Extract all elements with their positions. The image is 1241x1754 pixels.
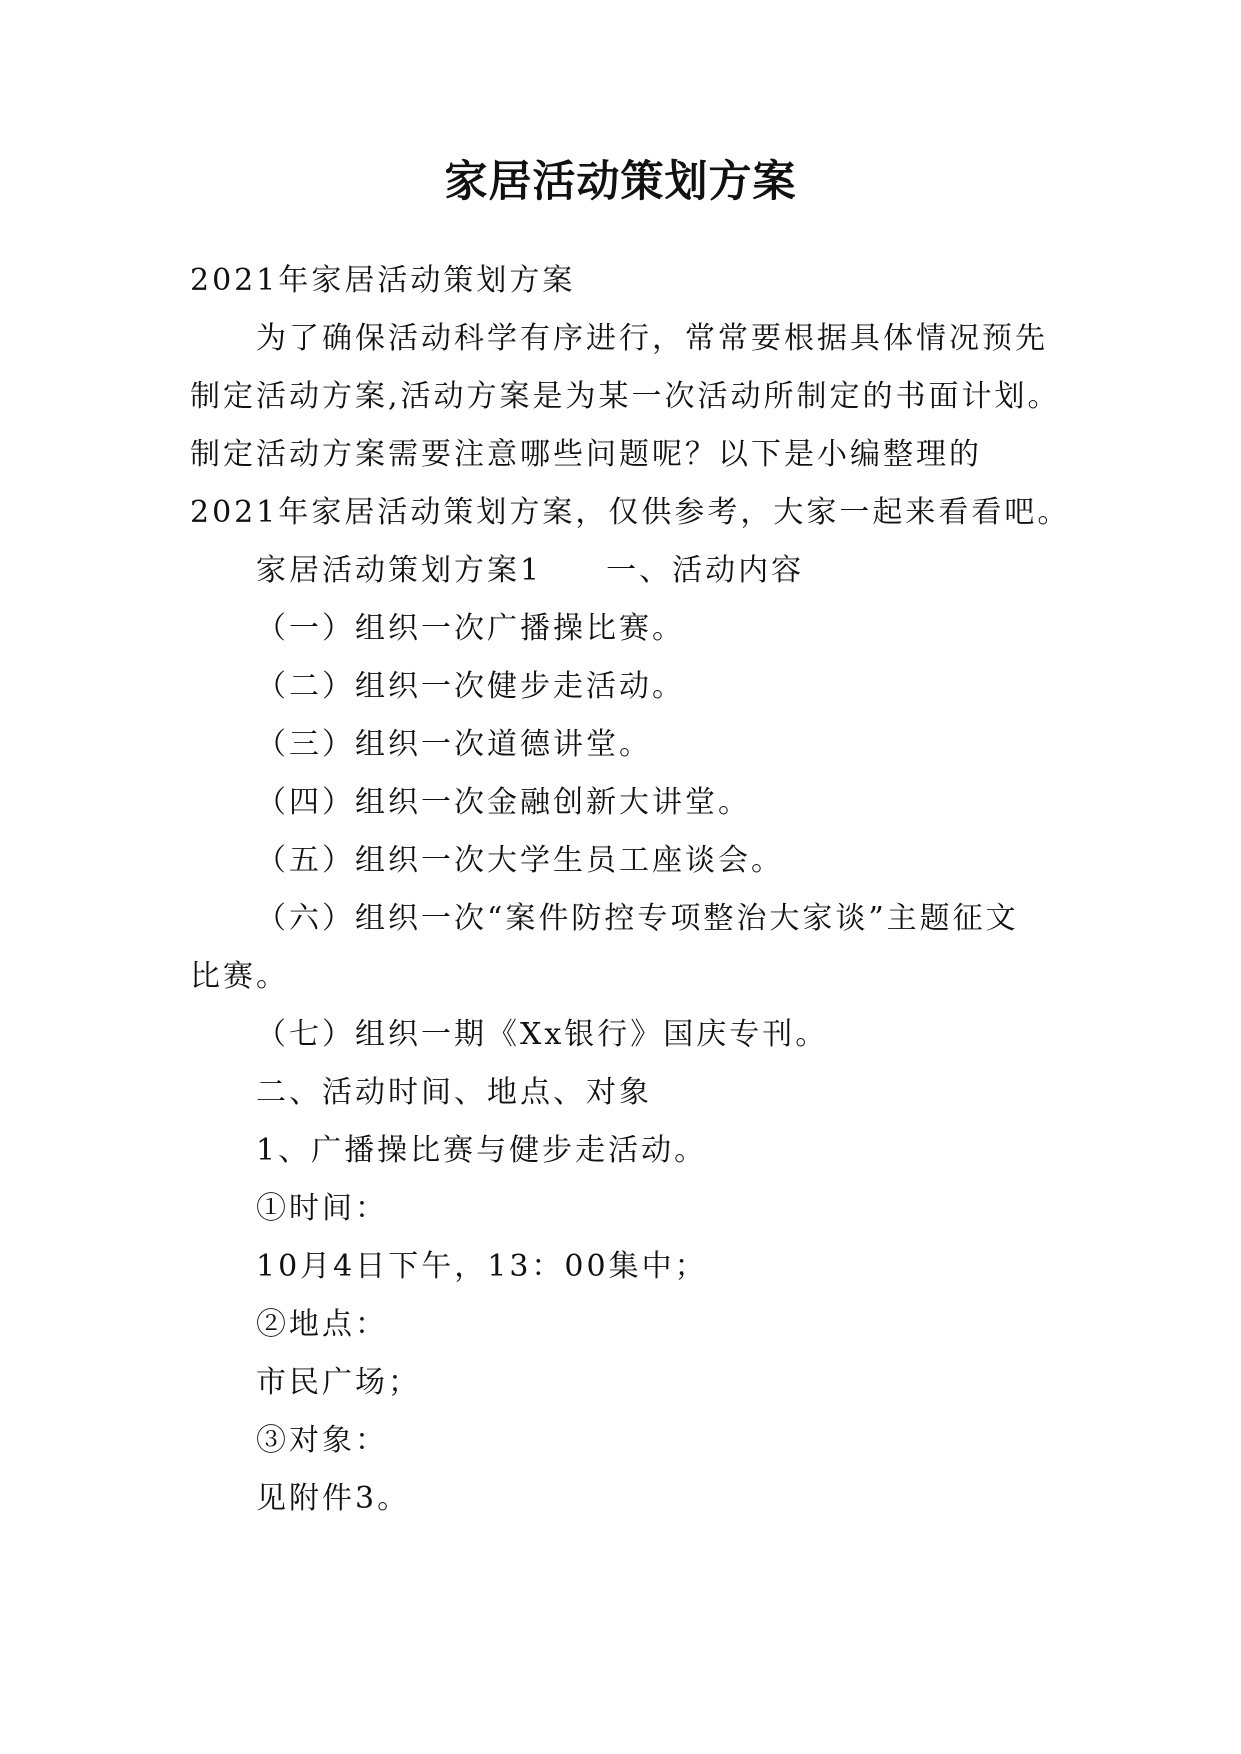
content-item-5: （五）组织一次大学生员工座谈会。 bbox=[256, 843, 784, 878]
document-title: 家居活动策划方案 bbox=[444, 157, 797, 207]
intro-line-4: 2021年家居活动策划方案，仅供参考，大家一起来看看吧。 bbox=[190, 495, 1071, 530]
document-subtitle: 2021年家居活动策划方案 bbox=[190, 263, 576, 298]
content-item-3: （三）组织一次道德讲堂。 bbox=[256, 727, 652, 762]
content-item-7: （七）组织一期《Xx银行》国庆专刊。 bbox=[256, 1017, 829, 1052]
intro-line-3: 制定活动方案需要注意哪些问题呢？以下是小编整理的 bbox=[190, 437, 982, 472]
content-item-6: （六）组织一次“案件防控专项整治大家谈”主题征文 bbox=[256, 901, 1019, 936]
section-1-heading: 一、活动内容 bbox=[606, 553, 805, 588]
place-value: 市民广场； bbox=[256, 1365, 421, 1400]
intro-line-1: 为了确保活动科学有序进行，常常要根据具体情况预先 bbox=[256, 321, 1048, 356]
content-item-2: （二）组织一次健步走活动。 bbox=[256, 669, 685, 704]
target-label: ③对象： bbox=[256, 1423, 388, 1458]
content-item-4: （四）组织一次金融创新大讲堂。 bbox=[256, 785, 751, 820]
place-label: ②地点： bbox=[256, 1307, 388, 1342]
content-item-6-continued: 比赛。 bbox=[190, 959, 289, 994]
plan-1-label: 家居活动策划方案1 bbox=[256, 553, 543, 588]
plan-1-line bbox=[256, 542, 1136, 600]
target-value: 见附件3。 bbox=[256, 1481, 411, 1516]
sub-1-heading: 1、广播操比赛与健步走活动。 bbox=[256, 1133, 708, 1168]
content-item-1: （一）组织一次广播操比赛。 bbox=[256, 611, 685, 646]
intro-line-2: 制定活动方案,活动方案是为某一次活动所制定的书面计划。 bbox=[190, 379, 1061, 414]
section-2-heading: 二、活动时间、地点、对象 bbox=[256, 1075, 652, 1110]
time-label: ①时间： bbox=[256, 1191, 388, 1226]
time-value: 10月4日下午，13：00集中； bbox=[256, 1249, 708, 1284]
